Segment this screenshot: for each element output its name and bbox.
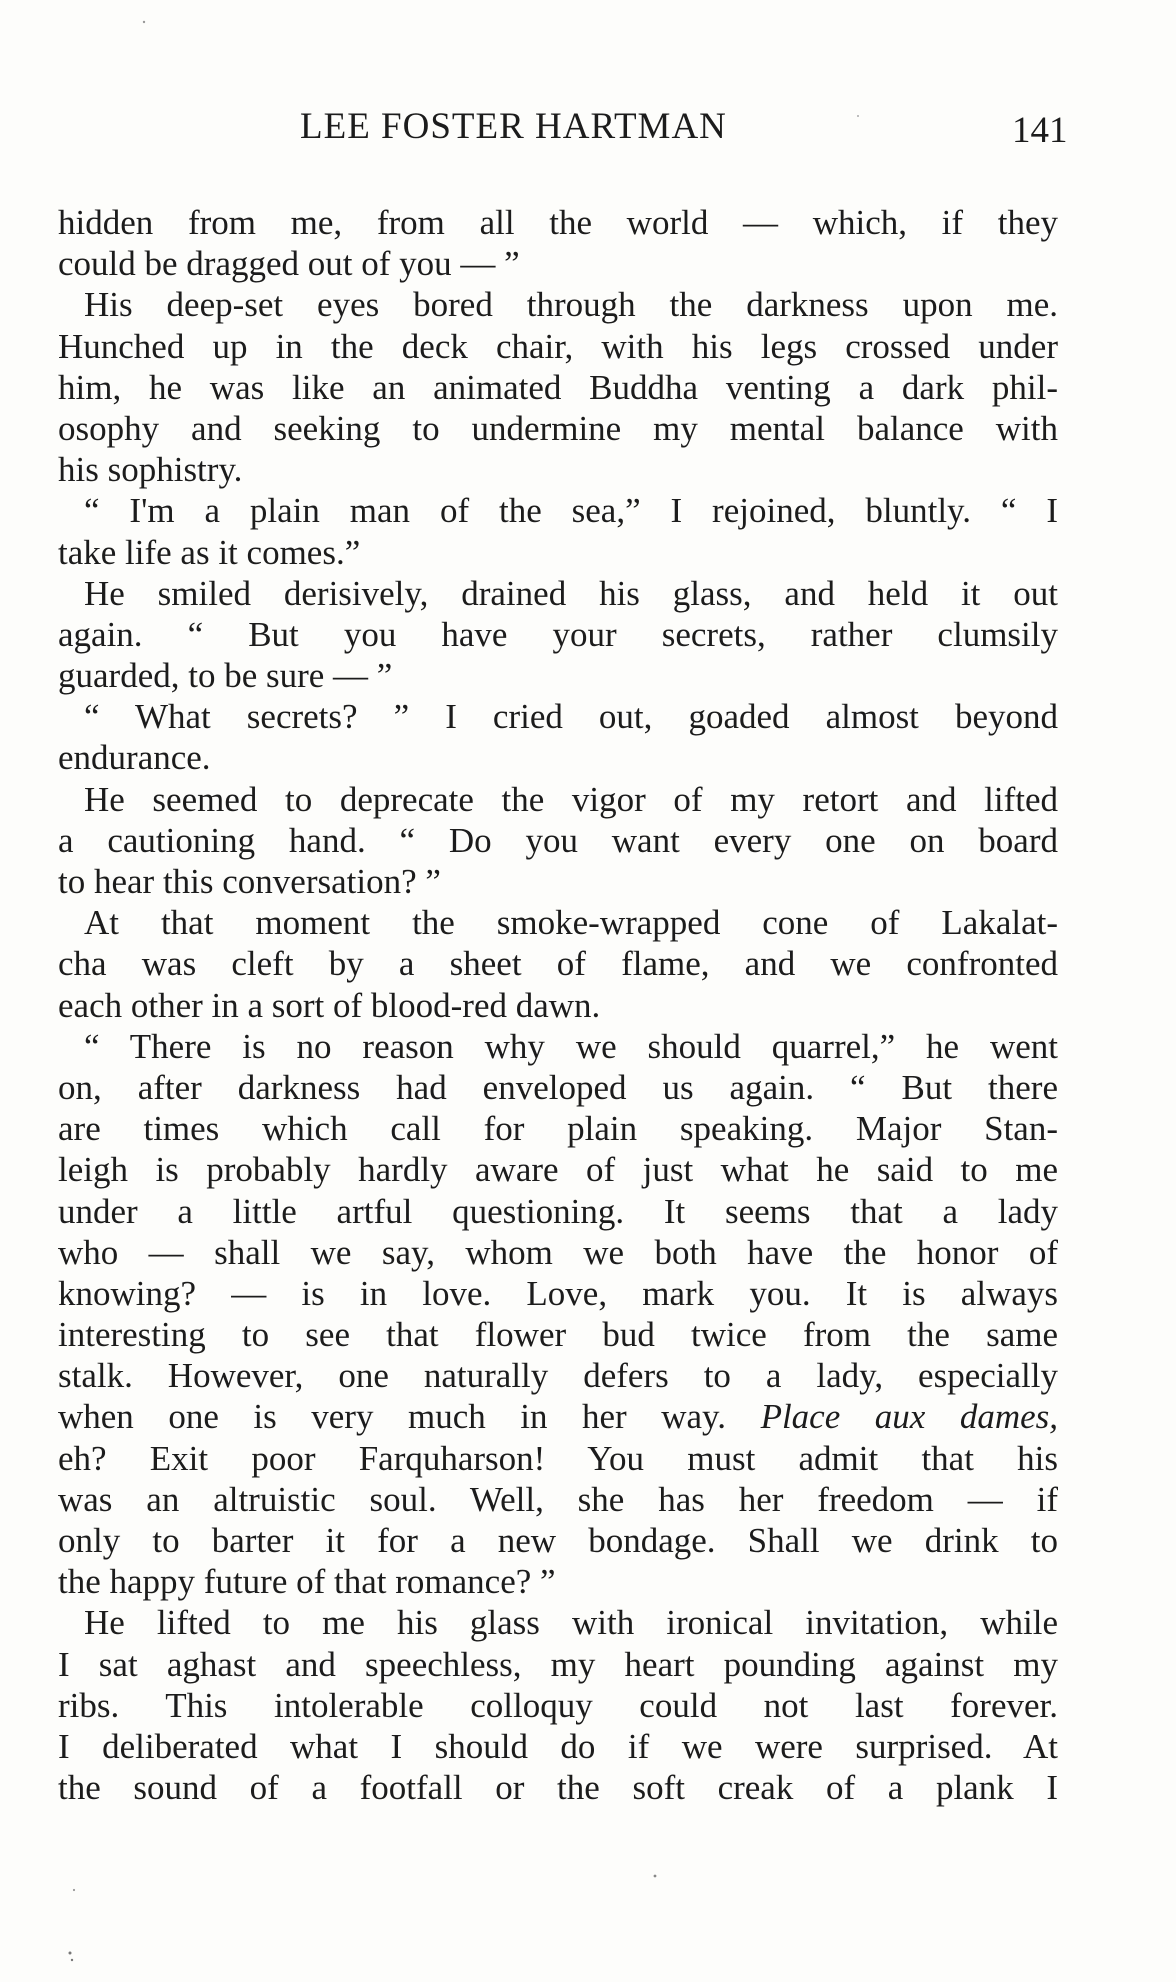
running-head-title: LEE FOSTER HARTMAN [300,106,727,147]
text-line-content: his sophistry. [58,450,243,490]
text-line-content: His deep-set eyes bored through the darkness upon me. [84,285,1058,325]
text-line-content: cha was cleft by a sheet of flame, and we confronted [58,944,1058,984]
text-line-content: the sound of a footfall or the soft creak of a plank I [58,1768,1058,1808]
text-line-content: interesting to see that flower bud twice from the same [58,1315,1058,1355]
text-line-content: could be dragged out of you — ” [58,244,520,284]
page-number: 141 [1012,110,1068,151]
text-line-content: “ I'm a plain man of the sea,” I rejoined, bluntly. “ I [84,491,1058,531]
text-line-content: leigh is probably hardly aware of just what he said to me [58,1150,1058,1190]
text-line-content: He lifted to me his glass with ironical invitation, while [84,1603,1058,1643]
text-line-content: him, he was like an animated Buddha venting a dark phil- [58,367,1058,407]
speck [69,1952,72,1955]
text-line-content: was an altruistic soul. Well, she has her freedom — if [58,1479,1058,1519]
text-line-content: I sat aghast and speechless, my heart pounding against my [58,1644,1058,1684]
text-line-content: Hunched up in the deck chair, with his legs crossed under [58,326,1058,366]
text-line-content: only to barter it for a new bondage. Shall we drink to [58,1521,1058,1560]
text-line-content: when one is very much in her way. [58,1397,727,1437]
text-line-content: guarded, to be sure — ” [58,656,393,696]
text-line-content: under a little artful questioning. It seems that a lady [58,1191,1058,1231]
text-line-content: He seemed to deprecate the vigor of my retort and lifted [84,779,1058,819]
text-line-content: I deliberated what I should do if we were surprised. At [58,1726,1058,1766]
text-line-content: eh? Exit poor Farquharson! You must admit that his [58,1438,1058,1478]
text-line-content: stalk. However, one naturally defers to a lady, especially [58,1356,1058,1396]
text-line-content: knowing? — is in love. Love, mark you. It is always [58,1273,1058,1313]
text-line-content: He smiled derisively, drained his glass, and held it out [84,573,1058,613]
text-line-content: on, after darkness had enveloped us again. “ But there [58,1067,1058,1107]
text-line-content: At that moment the smoke-wrapped cone of Lakalat- [84,903,1058,943]
text-line-content: endurance. [58,738,211,778]
speck [143,21,145,23]
text-line-content: who — shall we say, whom we both have the honor of [58,1232,1058,1272]
text-line-content: to hear this conversation? ” [58,862,441,901]
italic-phrase: Place aux dames, [760,1397,1058,1437]
text-line-content: each other in a sort of blood-red dawn. [58,985,601,1025]
text-line-content: a cautioning hand. “ Do you want every one on board [58,820,1058,860]
text-line-content: the happy future of that romance? ” [58,1562,556,1602]
text-line-content: “ There is no reason why we should quarrel,” he went [84,1026,1058,1066]
text-line-content: take life as it comes.” [58,532,361,572]
text-line-content: osophy and seeking to undermine my mental balance with [58,408,1058,448]
speck [857,115,859,117]
text-line-content: again. “ But you have your secrets, rather clumsily [58,614,1058,654]
text-line-content: “ What secrets? ” I cried out, goaded almost beyond [84,697,1058,737]
text-line-content: hidden from me, from all the world — which, if they [58,203,1058,242]
text-line-content: ribs. This intolerable colloquy could not last forever. [58,1685,1058,1725]
text-line-content: are times which call for plain speaking. Major Stan- [58,1109,1058,1149]
speck [73,1889,75,1891]
speck [71,1959,73,1961]
speck [654,1875,657,1878]
